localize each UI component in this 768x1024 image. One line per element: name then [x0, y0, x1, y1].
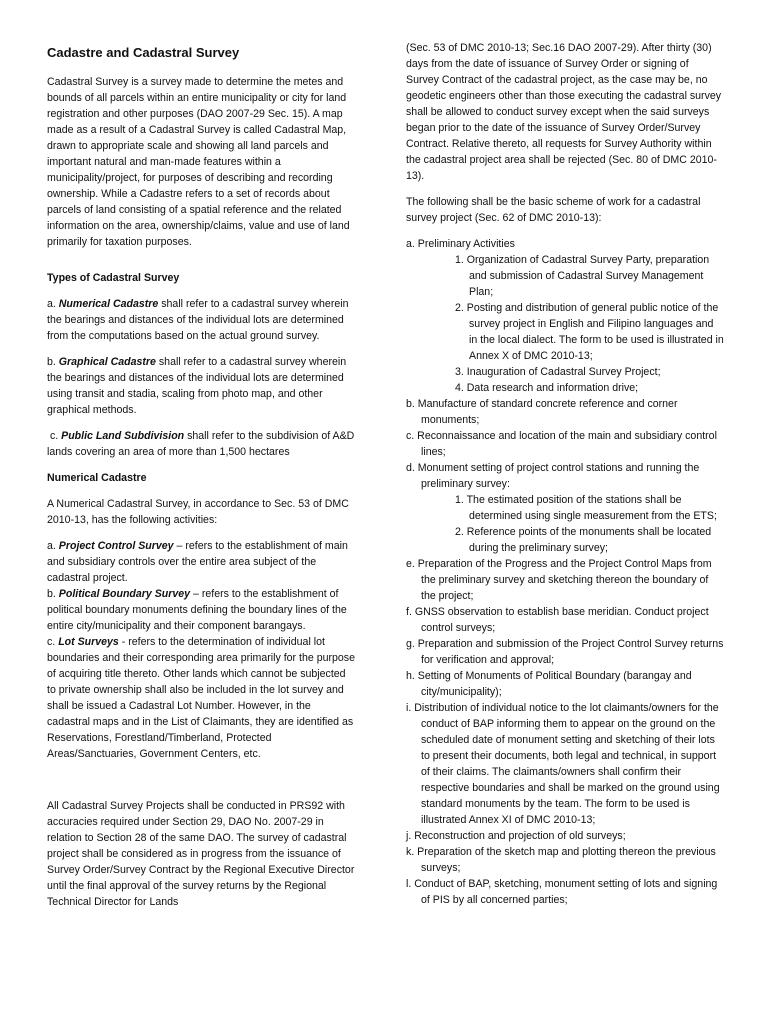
list-item: e. Preparation of the Progress and the Project Control Maps from the preliminary survey and sketching thereon the boundary of the project;: [406, 558, 712, 602]
list-item: 1. The estimated position of the stations shall be determined using single measurement from the ETS;: [455, 494, 717, 522]
left-column: [47, 40, 355, 920]
prelim-heading: a. Preliminary Activities: [406, 238, 515, 250]
numerical-heading: Numerical Cadastre: [47, 472, 147, 484]
continuation-paragraph: (Sec. 53 of DMC 2010-13; Sec.16 DAO 2007-29). After thirty (30) days from the date of issuance of Survey Order or signing of Survey Contract of the cadastral project, as the case may be, no geodetic engineers other than those executing the cadastral survey shall be allowed to conduct survey except when the said surveys began prior to the date of the issuance of Survey Order/Survey Contract. Relative thereto, all requests for Survey Authority within the cadastral project area shall be rejected (Sec. 80 of DMC 2010-13).: [406, 42, 722, 182]
scheme-intro: The following shall be the basic scheme of work for a cadastral survey project (Sec. 62 of DMC 2010-13):: [406, 196, 701, 224]
activity-political-boundary: b. Political Boundary Survey – refers to the establishment of political boundary monuments defining the boundary lines of the entire city/municipality and their component barangays.: [47, 588, 347, 632]
intro-paragraph: Cadastral Survey is a survey made to determine the metes and bounds of all parcels within an entire municipality or city for land registration and other purposes (DAO 2007-29 Sec. 15). A map made as a result of a Cadastral Survey is called Cadastral Map, drawn to appropriate scale and showing all land parcels and important natural and man-made features within a municipality/project, for purposes of describing and recording ownership. While a Cadastre refers to a set of records about parcels of land consisting of a spatial reference and the related information on the area, ownership/claims, value and use of land primarily for taxation purposes.: [47, 76, 350, 248]
type-public-land: c. Public Land Subdivision shall refer to the subdivision of A&D lands covering an area of more than 1,500 hectares: [47, 430, 355, 458]
list-item: l. Conduct of BAP, sketching, monument setting of lots and signing of PIS by all concerned parties;: [406, 878, 718, 906]
list-item: g. Preparation and submission of the Project Control Survey returns for verification and approval;: [406, 638, 724, 666]
list-item: f. GNSS observation to establish base meridian. Conduct project control surveys;: [406, 606, 709, 634]
list-item: k. Preparation of the sketch map and plotting thereon the previous surveys;: [406, 846, 716, 874]
list-item: j. Reconstruction and projection of old surveys;: [406, 830, 626, 842]
list-item: d. Monument setting of project control stations and running the preliminary survey:: [406, 462, 700, 490]
list-item: 3. Inauguration of Cadastral Survey Project;: [455, 366, 661, 378]
projects-paragraph: All Cadastral Survey Projects shall be conducted in PRS92 with accuracies required under Section 29, DAO No. 2007-29 in relation to Section 28 of the same DAO. The survey of cadastral project shall be considered as in progress from the issuance of Survey Order/Survey Contract by the Regional Executive Director until the final approval of the survey returns by the Regional Technical Director for Lands: [47, 800, 355, 908]
type-graphical: b. Graphical Cadastre shall refer to a cadastral survey wherein the bearings and distances of the individual lots are determined using transit and stadia, scaling from photo map, and other graphical methods.: [47, 356, 347, 416]
list-item: 1. Organization of Cadastral Survey Party, preparation and submission of Cadastral Survey Management Plan;: [455, 254, 710, 298]
activity-project-control: a. Project Control Survey – refers to the establishment of main and subsidiary controls over the entire area subject of the cadastral project.: [47, 540, 348, 584]
numerical-intro: A Numerical Cadastral Survey, in accordance to Sec. 53 of DMC 2010-13, has the following activities:: [47, 498, 349, 526]
list-item: 4. Data research and information drive;: [455, 382, 639, 394]
list-item: i. Distribution of individual notice to the lot claimants/owners for the conduct of BAP informing them to appear on the ground on the scheduled date of monument setting and sketching of their lots to present their documents, both legal and technical, in support of their claims. The claimants/owners shall confirm their respective boundaries and shall be marked on the ground using standard monuments by the team. The form to be used is illustrated Annex XI of DMC 2010-13;: [406, 702, 720, 826]
list-item: h. Setting of Monuments of Political Boundary (barangay and city/municipality);: [406, 670, 692, 698]
type-numerical: a. Numerical Cadastre shall refer to a cadastral survey wherein the bearings and distances of the individual lots are determined from the computations based on the actual ground survey.: [47, 298, 349, 342]
list-item: b. Manufacture of standard concrete reference and corner monuments;: [406, 398, 678, 426]
list-item: 2. Reference points of the monuments shall be located during the preliminary survey;: [455, 526, 712, 554]
types-heading: Types of Cadastral Survey: [47, 272, 180, 284]
list-item: 2. Posting and distribution of general public notice of the survey project in English and Filipino languages and in the local dialect. The form to be used is illustrated in Annex X of DMC 2010-13;: [455, 302, 724, 362]
activity-lot-surveys: c. Lot Surveys - refers to the determination of individual lot boundaries and their corresponding area primarily for the purpose of acquiring title thereto. Other lands which cannot be subjected to private ownership shall also be included in the lot survey and shall be issued a Cadastral Lot Number. However, in the cadastral maps and in the List of Claimants, they are identified as Reservations, Forestland/Timberland, Protected Areas/Sanctuaries, Government Centers, etc.: [47, 636, 355, 760]
right-column: [406, 40, 724, 908]
document-title: Cadastre and Cadastral Survey: [47, 45, 240, 60]
list-item: c. Reconnaissance and location of the main and subsidiary control lines;: [406, 430, 717, 458]
